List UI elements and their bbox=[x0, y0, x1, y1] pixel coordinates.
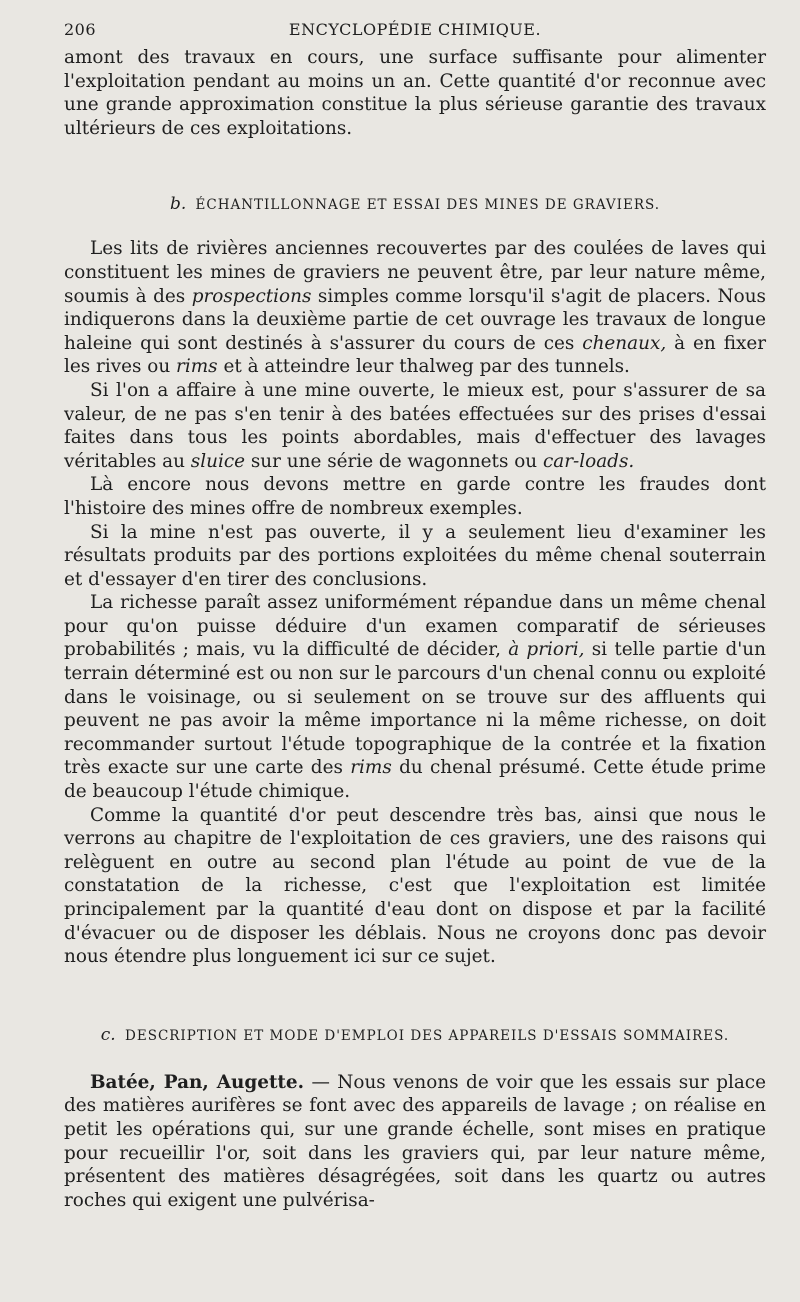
text-run: et à atteindre leur thalweg par des tunnels. bbox=[217, 356, 630, 378]
italic-term: chenaux, bbox=[582, 332, 667, 354]
italic-term: prospections bbox=[191, 285, 312, 307]
running-header bbox=[64, 16, 766, 46]
section-b-heading bbox=[64, 194, 766, 215]
italic-term: à priori, bbox=[508, 639, 585, 661]
intro-paragraph: amont des travaux en cours, une surface suffisante pour alimenter l'exploitation pendant au moins un an. Cette quantité d'or reconnue avec une grande approximation constitue la plus sérieuse garantie des travaux ultérieurs de ces exploitations. bbox=[64, 47, 766, 139]
section-b-paragraph-1 bbox=[64, 237, 766, 379]
text-run: simples comme lorsqu'il s'agit de placers. Nous indiquerons dans la deuxième partie de cet ouvrage les travaux de longue haleine qui sont destinés à s'assurer du cours de ces bbox=[64, 285, 766, 354]
body-text bbox=[64, 46, 766, 1212]
section-c-letter: c. bbox=[100, 1024, 116, 1045]
section-b-letter: b. bbox=[169, 194, 187, 215]
section-b-paragraph-2 bbox=[64, 379, 766, 473]
text-run: — Nous venons de voir que les essais sur place des matières aurifères se font avec des appareils de lavage ; on réalise en petit les opérations qui, sur une grande échelle, sont mises en pratique pour recueillir l'or, soit dans les graviers qui, par leur nature même, présentent des matières désagrégées, soit dans les quartz ou autres roches qui exigent une pulvérisa- bbox=[64, 1071, 766, 1211]
section-c-paragraph-1 bbox=[64, 1071, 766, 1213]
text-run: sur une série de wagonnets ou bbox=[245, 450, 543, 472]
page-number: 206 bbox=[64, 20, 97, 39]
italic-term: sluice bbox=[190, 450, 246, 472]
italic-term: car-loads. bbox=[542, 450, 635, 472]
text-run: Les lits de rivières anciennes recouvertes par des coulées de laves qui constituent les mines de graviers ne peuvent être, par leur nature même, soumis à des bbox=[64, 238, 766, 307]
section-b-paragraph-3: Là encore nous devons mettre en garde contre les fraudes dont l'histoire des mines offre de nombreux exemples. bbox=[64, 474, 766, 519]
text-run: du chenal présumé. Cette étude prime de beaucoup l'étude chimique. bbox=[64, 757, 766, 803]
section-c-title: DESCRIPTION ET MODE D'EMPLOI DES APPAREILS D'ESSAIS SOMMAIRES. bbox=[125, 1027, 730, 1044]
text-run: à en fixer les rives ou bbox=[64, 332, 767, 378]
text-run: La richesse paraît assez uniformément répandue dans un même chenal pour qu'on puisse déduire d'un examen comparatif de sérieuses probabilités ; mais, vu la difficulté de décider, bbox=[64, 592, 766, 661]
section-c-heading bbox=[64, 1025, 766, 1046]
text-run: Si l'on a affaire à une mine ouverte, le mieux est, pour s'assurer de sa valeur, de ne pas s'en tenir à des batées effectuées sur des prises d'essai faites dans tous les points abordables, mais d'effectuer des lavages véritables au bbox=[64, 379, 766, 472]
section-b-paragraph-4: Si la mine n'est pas ouverte, il y a seulement lieu d'examiner les résultats produits par des portions exploitées du même chenal souterrain et d'essayer d'en tirer des conclusions. bbox=[64, 521, 766, 590]
running-title: ENCYCLOPÉDIE CHIMIQUE. bbox=[288, 20, 542, 39]
text-run: si telle partie d'un terrain déterminé est ou non sur le parcours d'un chenal connu ou exploité dans le voisinage, ou si seulement on se trouve sur des affluents qui peuvent ne pas avoir la même importance ni la même richesse, on doit recommander surtout l'étude topographique de la contrée et la fixation très exacte sur une carte des bbox=[64, 639, 766, 779]
section-b-title: ÉCHANTILLONNAGE ET ESSAI DES MINES DE GRAVIERS. bbox=[195, 197, 661, 214]
section-b-paragraph-5 bbox=[64, 591, 766, 803]
italic-term: rims bbox=[350, 757, 392, 779]
italic-term: rims bbox=[176, 356, 218, 378]
bold-run-in-heading: Batée, Pan, Augette. bbox=[90, 1071, 305, 1093]
section-b-paragraph-6: Comme la quantité d'or peut descendre très bas, ainsi que nous le verrons au chapitre de l'exploitation de ces graviers, une des raisons qui relèguent en outre au second plan l'étude au point de vue de la constatation de la richesse, c'est que l'exploitation est limitée principalement par la quantité d'eau dont on dispose et par la facilité d'évacuer ou de disposer les déblais. Nous ne croyons donc pas devoir nous étendre plus longuement ici sur ce sujet. bbox=[64, 804, 766, 968]
